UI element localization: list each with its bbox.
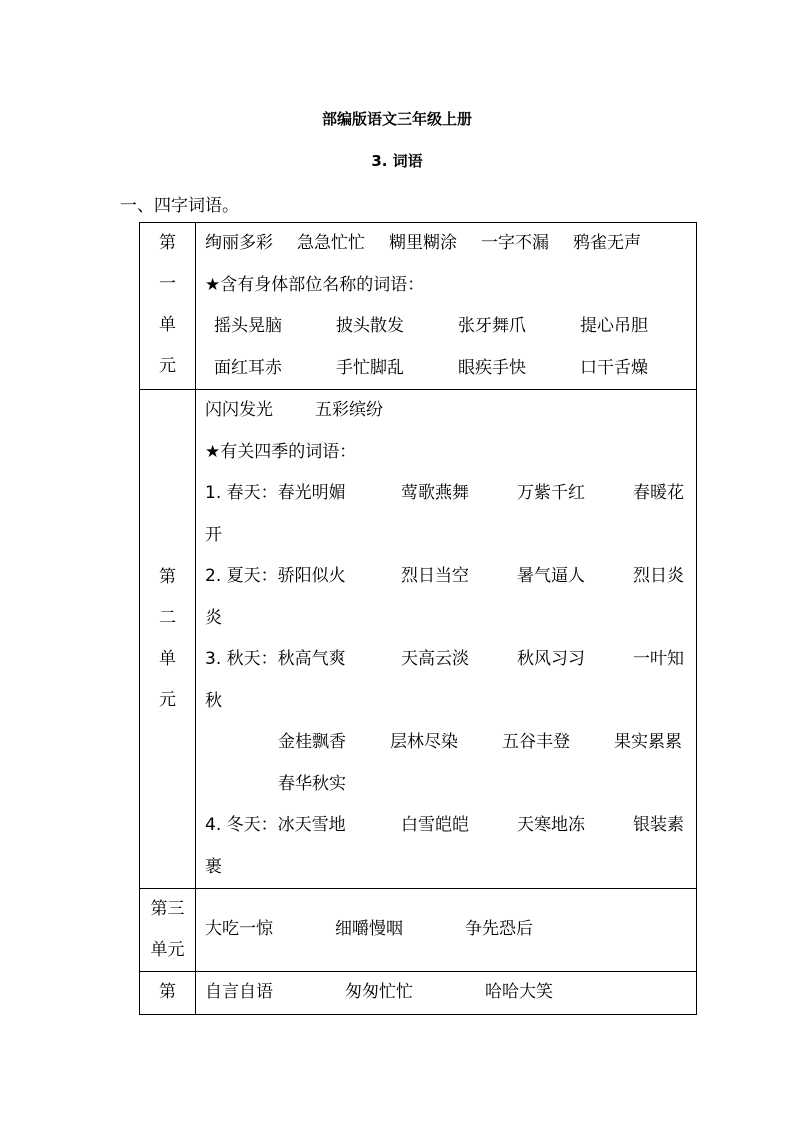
- word: 银装素: [633, 815, 684, 835]
- word-line: [196, 598, 696, 640]
- unit-label-char: 二: [159, 608, 176, 628]
- word-line: [196, 306, 696, 348]
- word: 鸦雀无声: [573, 233, 641, 253]
- word-line: [196, 909, 696, 951]
- word: 哈哈大笑: [485, 982, 553, 1002]
- word: 烈日炎: [633, 566, 684, 586]
- word: 秋: [205, 690, 222, 711]
- chapter-title: 3. 词语: [371, 152, 423, 170]
- word: 烈日当空: [401, 566, 469, 586]
- unit-label-char: 第: [159, 982, 176, 1002]
- word: 裹: [205, 856, 222, 877]
- word: 提心吊胆: [580, 316, 648, 336]
- unit-words: [196, 223, 697, 390]
- word: 绚丽多彩: [205, 233, 273, 253]
- word: 口干舌燥: [580, 357, 648, 378]
- word-line: [196, 722, 696, 764]
- word-line: [196, 348, 696, 390]
- table-row-unit-1: [140, 223, 697, 390]
- word: 暑气逼人: [517, 566, 585, 586]
- category-heading: ★含有身体部位名称的词语：: [205, 274, 425, 295]
- unit-words: [196, 889, 697, 972]
- unit-label-char: 单: [159, 315, 176, 335]
- word: 一字不漏: [481, 233, 549, 253]
- word: 急急忙忙: [297, 233, 365, 253]
- word: 手忙脚乱: [336, 357, 404, 378]
- unit-label-char: 元: [159, 356, 176, 376]
- word: 面红耳赤: [214, 357, 282, 378]
- unit-label-char: 单元: [150, 940, 185, 960]
- word: 层林尽染: [390, 732, 458, 752]
- word: 3. 秋天：秋高气爽: [205, 649, 346, 669]
- word-line: [196, 473, 696, 515]
- word: 糊里糊涂: [389, 233, 457, 253]
- word: 一叶知: [633, 649, 684, 669]
- word: 1. 春天：春光明媚: [205, 483, 346, 503]
- unit-label: [140, 972, 196, 1015]
- unit-label-char: 元: [159, 690, 176, 710]
- word: 春暖花: [633, 483, 684, 503]
- word: 果实累累: [614, 732, 682, 752]
- word: 春华秋实: [278, 773, 346, 794]
- word: 五谷丰登: [502, 732, 570, 752]
- word-line: [196, 556, 696, 598]
- word: 细嚼慢咽: [335, 919, 403, 940]
- word: 大吃一惊: [205, 919, 273, 940]
- unit-label-char: 第: [159, 567, 176, 587]
- word: 秋风习习: [517, 649, 585, 669]
- word: 披头散发: [336, 316, 404, 336]
- word-line: [196, 639, 696, 681]
- category-heading: ★有关四季的词语：: [205, 441, 357, 462]
- unit-words: [196, 972, 697, 1015]
- unit-label: [140, 889, 196, 972]
- word-line: [196, 223, 696, 265]
- book-title: 部编版语文三年级上册: [321, 110, 472, 128]
- word-line: [196, 515, 696, 557]
- table-row-unit-2: [140, 390, 697, 889]
- unit-label-char: 单: [159, 649, 176, 669]
- unit-words: [196, 390, 697, 889]
- unit-label-char: 第: [159, 233, 176, 253]
- word: 天高云淡: [401, 649, 469, 669]
- section-title: 一、四字词语。: [120, 196, 239, 216]
- word: 2. 夏天：骄阳似火: [205, 566, 346, 586]
- vocabulary-table: [139, 222, 697, 1015]
- word: 4. 冬天：冰天雪地: [205, 815, 346, 835]
- word: 五彩缤纷: [315, 400, 383, 420]
- table-row-unit-4: [140, 972, 697, 1015]
- word-line: [196, 681, 696, 723]
- word: 张牙舞爪: [458, 316, 526, 336]
- word: 眼疾手快: [458, 357, 526, 378]
- word: 炎: [205, 607, 222, 628]
- unit-label-char: 第三: [150, 899, 185, 919]
- unit-label: [140, 390, 196, 889]
- word-line: [196, 265, 696, 307]
- word: 莺歌燕舞: [401, 483, 469, 503]
- word-line: [196, 805, 696, 847]
- word-line: [196, 847, 696, 889]
- word-line: [196, 764, 696, 806]
- unit-label: [140, 223, 196, 390]
- word: 闪闪发光: [205, 400, 273, 420]
- word-line: [196, 390, 696, 432]
- word: 开: [205, 524, 222, 545]
- word-line: [196, 432, 696, 474]
- word: 天寒地冻: [517, 815, 585, 835]
- unit-label-char: 一: [159, 274, 176, 294]
- table-row-unit-3: [140, 889, 697, 972]
- word: 万紫千红: [517, 483, 585, 503]
- word: 白雪皑皑: [401, 815, 469, 835]
- word: 匆匆忙忙: [345, 982, 413, 1002]
- word: 自言自语: [205, 982, 273, 1002]
- word-line: [196, 972, 696, 1014]
- word: 摇头晃脑: [214, 316, 282, 336]
- word: 金桂飘香: [278, 732, 346, 752]
- word: 争先恐后: [465, 919, 533, 940]
